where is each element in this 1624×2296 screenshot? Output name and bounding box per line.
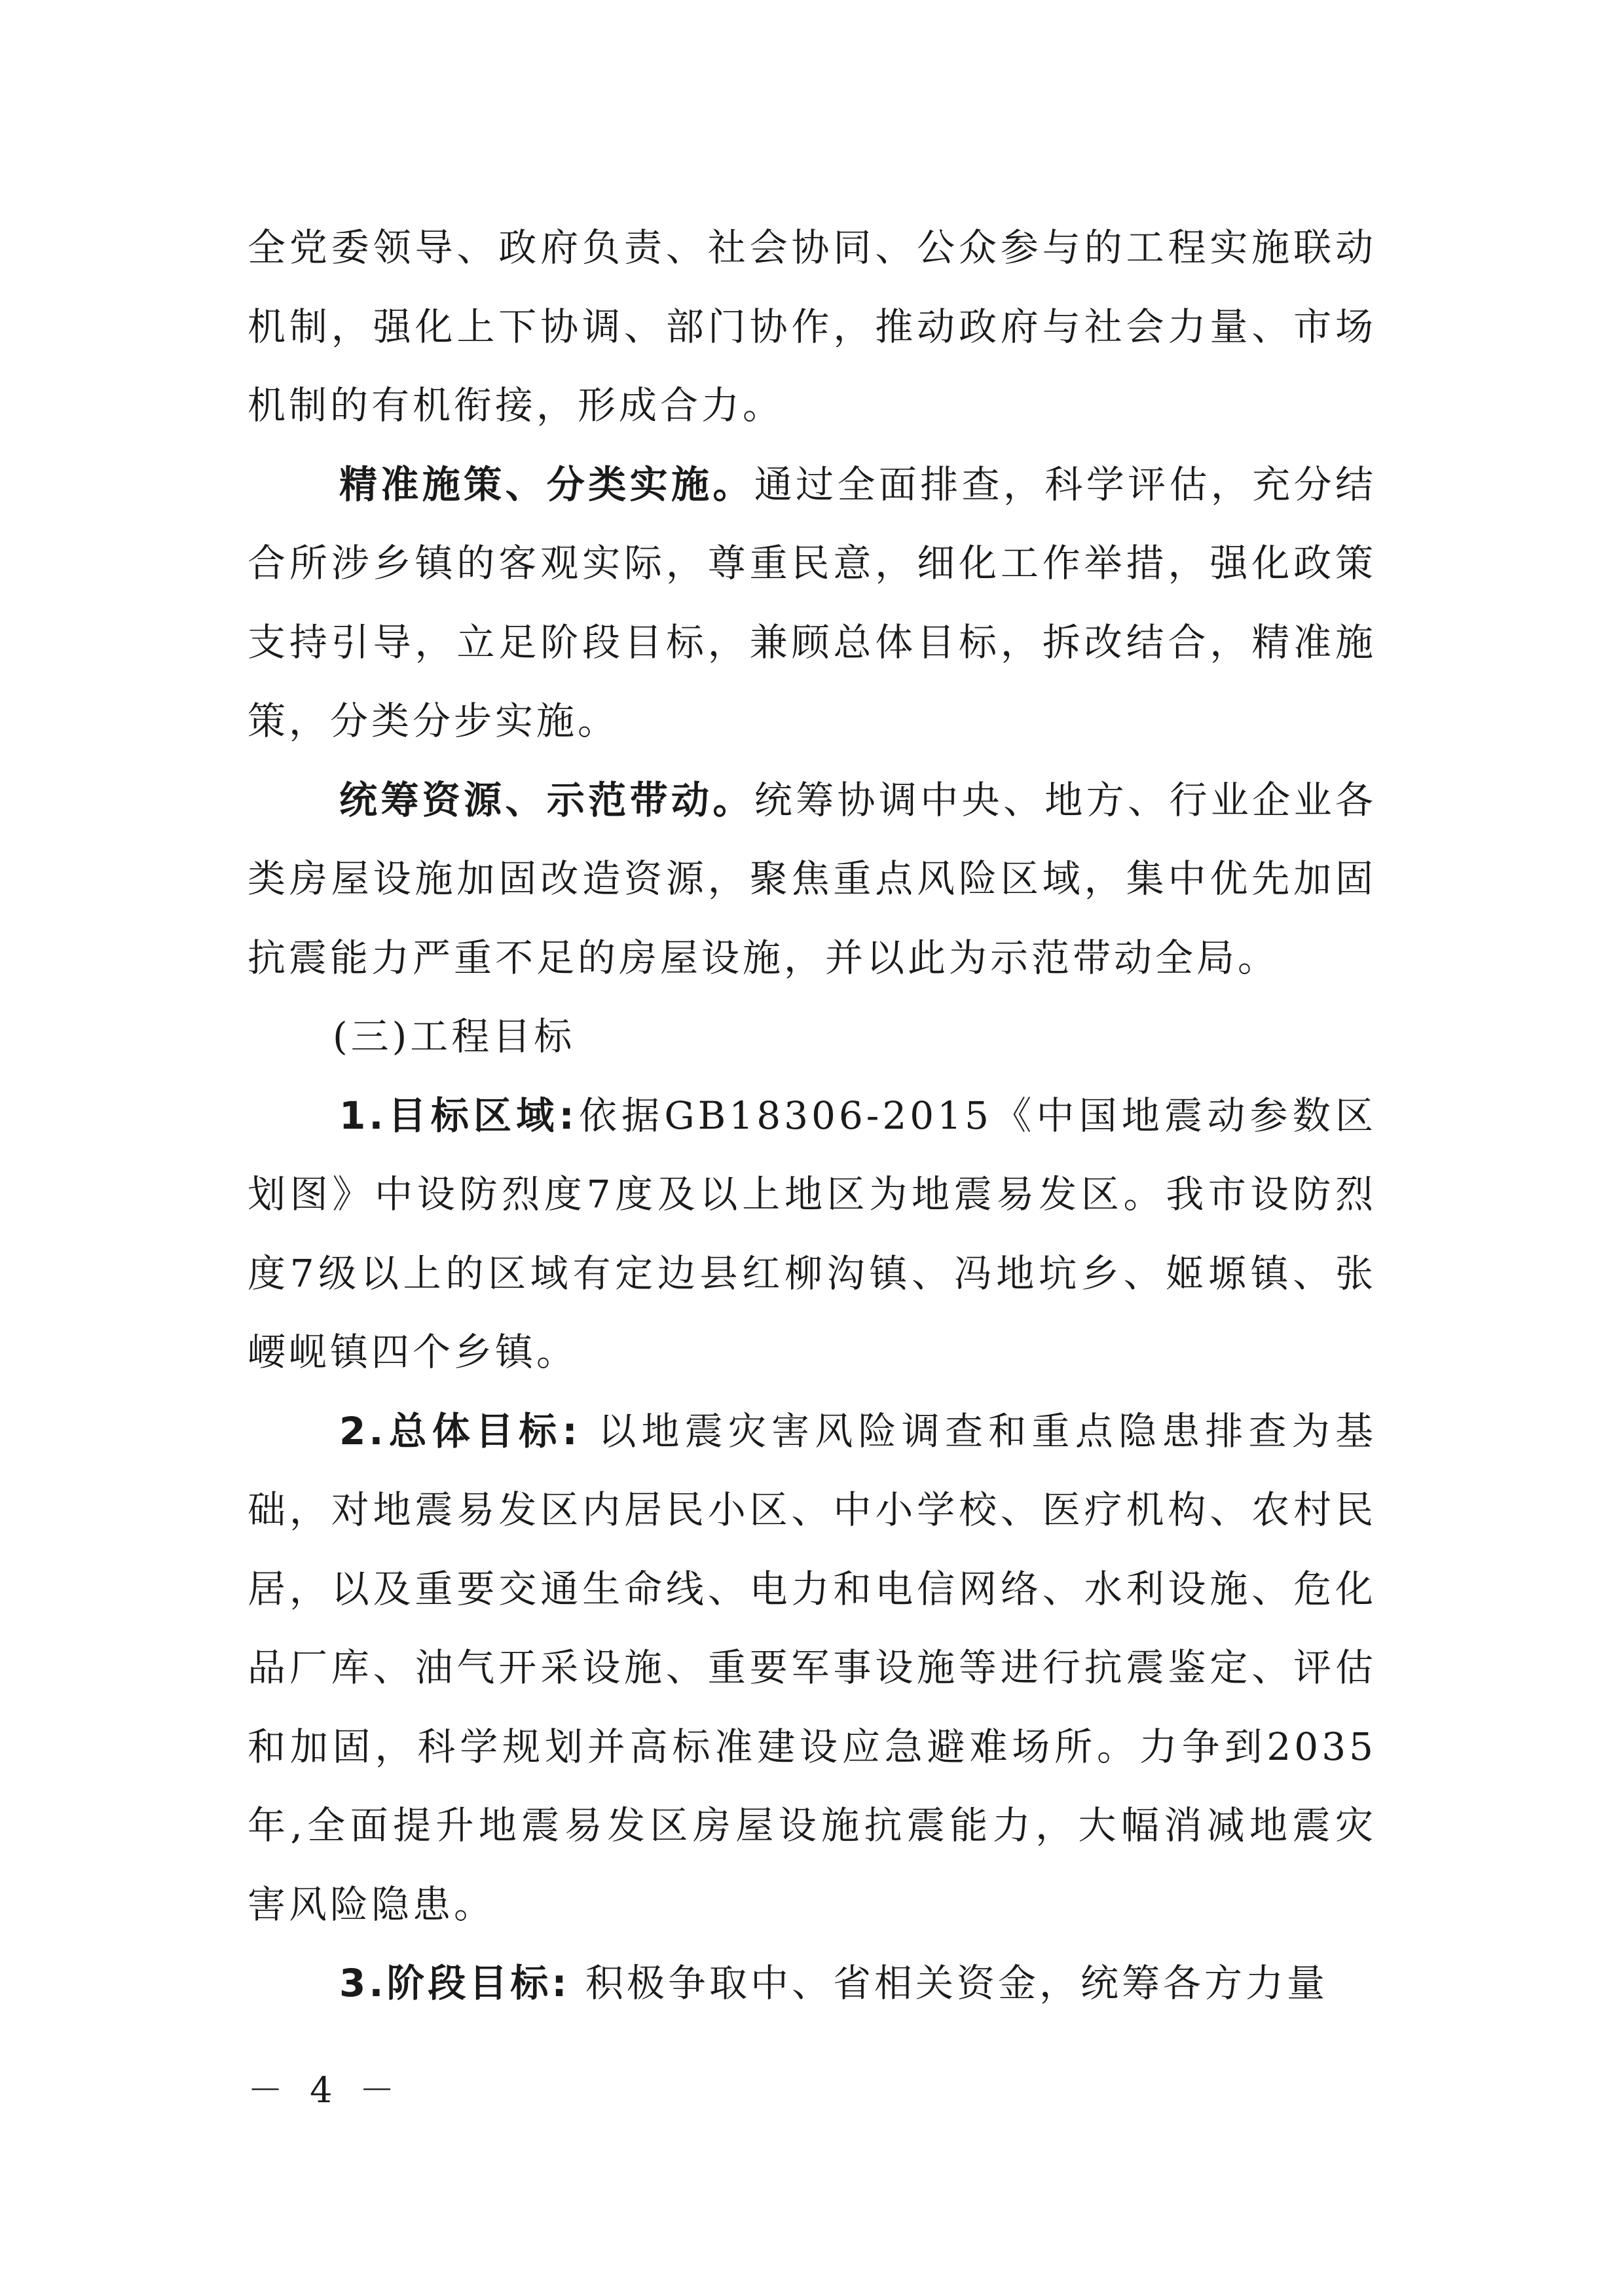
paragraph-lead: 1.目标区域: xyxy=(339,1093,578,1138)
paragraph-precise-policy xyxy=(248,445,1376,761)
paragraph-text: 统筹协调中央、地方、行业企业各类房屋设施加固改造资源，聚焦重点风险区域，集中优先加固抗震能力严重不足的房屋设施，并以此为示范带动全局。 xyxy=(248,777,1376,980)
document-body xyxy=(248,208,1376,2023)
paragraph-text: 以地震灾害风险调查和重点隐患排查为基础，对地震易发区内居民小区、中小学校、医疗机构、农村民居，以及重要交通生命线、电力和电信网络、水利设施、危化品厂库、油气开采设施、重要军事设施等进行抗震鉴定、评估和加固，科学规划并高标准建设应急避难场所。力争到2035年,全面提升地震易发区房屋设施抗震能力，大幅消减地震灾害风险隐患。 xyxy=(248,1408,1376,1927)
section-heading-project-goals: (三)工程目标 xyxy=(333,1014,576,1059)
paragraph-lead: 精准施策、分类实施。 xyxy=(339,462,754,507)
paragraph-overall-goal xyxy=(248,1392,1376,1944)
paragraph-lead: 2.总体目标: xyxy=(339,1408,581,1453)
paragraph-lead: 3.阶段目标: xyxy=(339,1961,570,2005)
paragraph-lead: 统筹资源、示范带动。 xyxy=(339,777,754,822)
paragraph-resource-coordination xyxy=(248,761,1376,998)
paragraph-text: 全党委领导、政府负责、社会协同、公众参与的工程实施联动机制，强化上下协调、部门协作，推动政府与社会力量、市场机制的有机衔接，形成合力。 xyxy=(248,225,1376,428)
paragraph-target-area xyxy=(248,1076,1376,1392)
paragraph-text: 通过全面排查，科学评估，充分结合所涉乡镇的客观实际，尊重民意，细化工作举措，强化政策支持引导，立足阶段目标，兼顾总体目标，拆改结合，精准施策，分类分步实施。 xyxy=(248,462,1376,743)
paragraph-mechanism xyxy=(248,208,1376,445)
paragraph-text: 积极争取中、省相关资金，统筹各方力量 xyxy=(570,1961,1329,2005)
page-number: － 4 － xyxy=(248,2069,403,2111)
paragraph-stage-goal xyxy=(248,1944,1376,2023)
paragraph-text: 依据GB18306-2015《中国地震动参数区划图》中设防烈度7度及以上地区为地震易发区。我市设防烈度7级以上的区域有定边县红柳沟镇、冯地坑乡、姬塬镇、张崾岘镇四个乡镇。 xyxy=(248,1093,1376,1374)
